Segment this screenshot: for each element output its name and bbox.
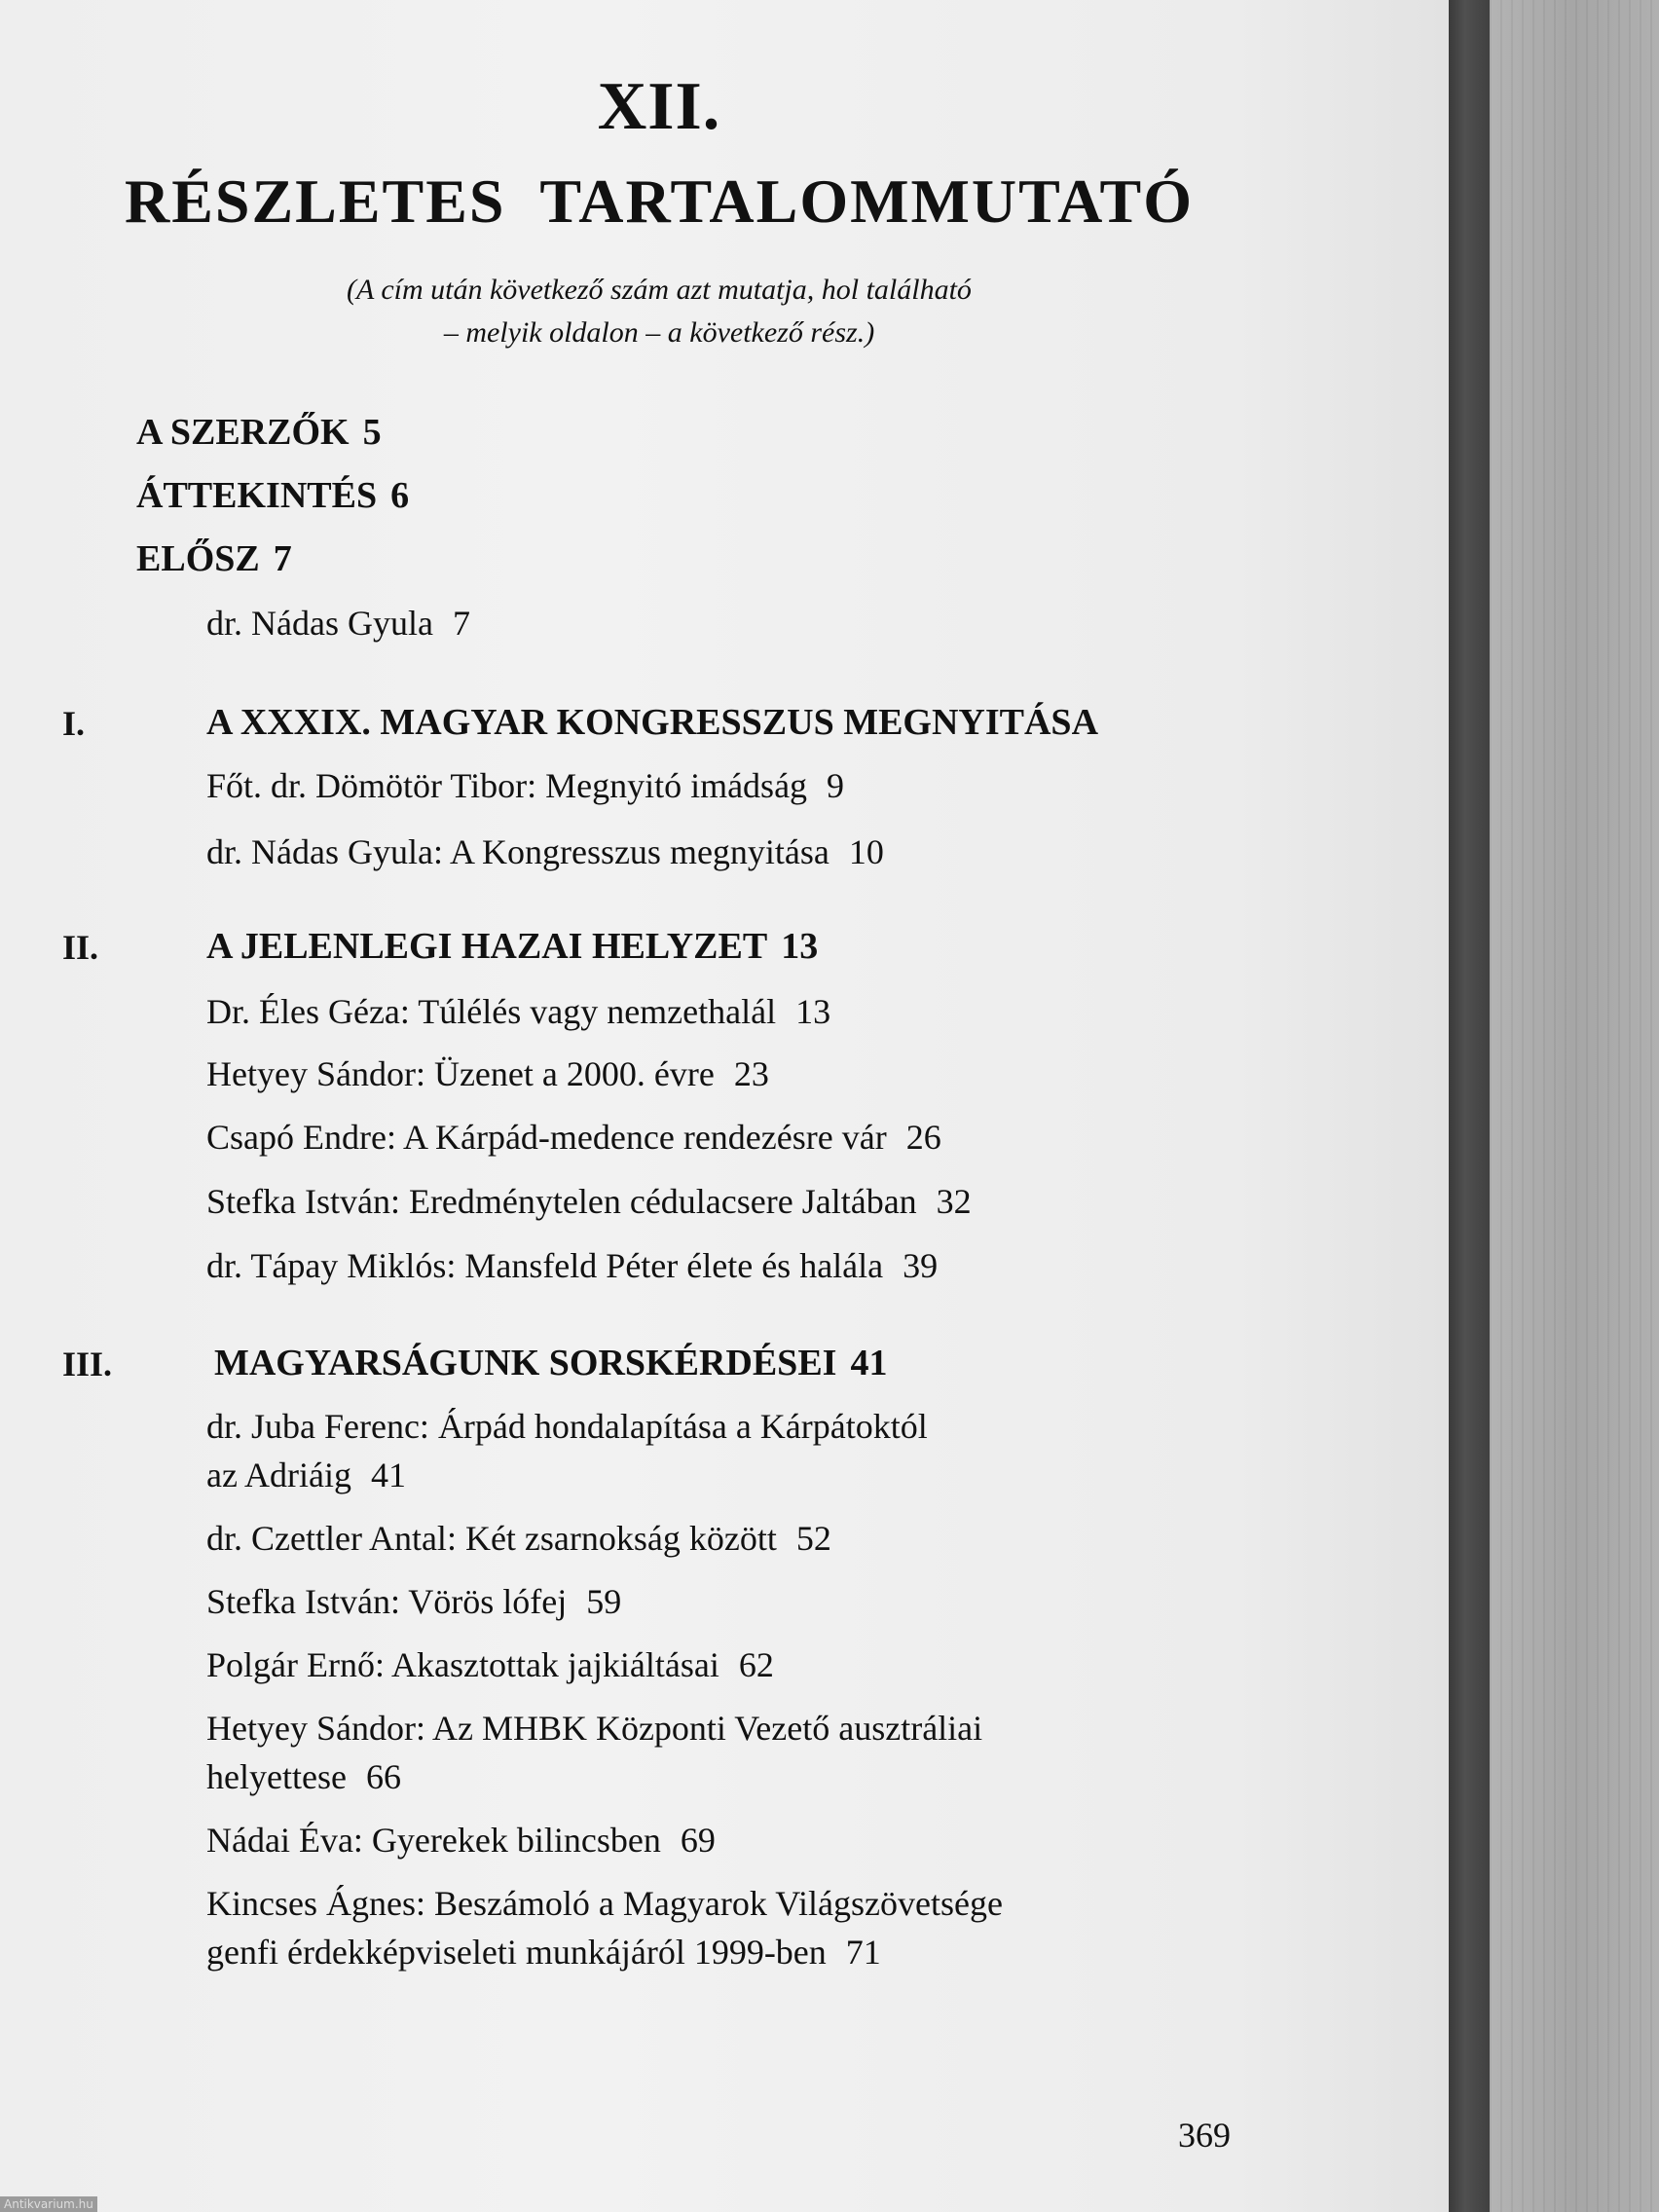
toc-page-number: 52: [795, 1519, 831, 1558]
page-title: RÉSZLETES TARTALOMMUTATÓ: [124, 166, 1195, 236]
toc-page-number: 6: [390, 475, 410, 516]
subtitle: [0, 269, 1318, 354]
section-page-number: 41: [850, 1343, 888, 1383]
toc-entry-text: dr. Nádas Gyula: A Kongresszus megnyitása: [206, 832, 830, 871]
toc-entry-text: Kincses Ágnes: Beszámoló a Magyarok Világszövetsége: [206, 1884, 1003, 1923]
toc-subentry: [206, 1641, 774, 1689]
toc-entry-text: Stefka István: Vörös lófej: [206, 1582, 568, 1621]
toc-subentry: [206, 1577, 621, 1626]
toc-page-number: 59: [586, 1582, 622, 1621]
toc-subentry: [206, 987, 830, 1036]
chapter-number: XII.: [597, 69, 721, 144]
toc-entry-text: dr. Tápay Miklós: Mansfeld Péter élete és halála: [206, 1246, 884, 1285]
toc-subentry: [206, 1704, 982, 1801]
section-title-text: A JELENLEGI HAZAI HELYZET: [206, 926, 768, 967]
toc-entry-preface: [136, 537, 292, 580]
section-title: [206, 925, 818, 968]
toc-page-number: 39: [903, 1246, 939, 1285]
page-number: 369: [1178, 2116, 1231, 2155]
toc-entry-authors: [136, 411, 382, 454]
toc-subentry: [206, 1241, 938, 1290]
toc-page-number: 9: [827, 766, 845, 805]
toc-page-number: 10: [848, 832, 884, 871]
toc-subentry: [206, 1177, 972, 1226]
page-edge-shadow: [1449, 0, 1490, 2212]
toc-subentry: [206, 828, 884, 876]
background-surface: [1490, 0, 1659, 2212]
toc-entry-label: A SZERZŐK: [136, 412, 350, 453]
toc-entry-text: Dr. Éles Géza: Túlélés vagy nemzethalál: [206, 992, 777, 1031]
toc-page-number: 7: [452, 604, 470, 643]
toc-entry-text: Polgár Ernő: Akasztottak jajkiáltásai: [206, 1645, 719, 1684]
toc-subentry: [206, 1113, 941, 1161]
toc-page-number: 7: [273, 538, 292, 579]
toc-entry-overview: [136, 474, 409, 517]
toc-entry-text-continued: genfi érdekképviseleti munkájáról 1999-ben: [206, 1933, 827, 1972]
watermark: Antikvarium.hu: [0, 2196, 97, 2212]
toc-page-number: 5: [362, 412, 382, 453]
toc-subentry: [206, 599, 470, 647]
toc-entry-text: dr. Juba Ferenc: Árpád hondalapítása a Kárpátoktól: [206, 1407, 928, 1446]
toc-page-number: 26: [905, 1118, 941, 1157]
toc-page-number: 66: [365, 1757, 401, 1796]
section-numeral: I.: [62, 704, 86, 743]
toc-entry-text: dr. Czettler Antal: Két zsarnokság között: [206, 1519, 777, 1558]
section-numeral: III.: [62, 1345, 113, 1383]
toc-entry-text: Csapó Endre: A Kárpád-medence rendezésre vár: [206, 1118, 887, 1157]
toc-entry-text: Hetyey Sándor: Az MHBK Központi Vezető ausztráliai: [206, 1709, 983, 1748]
section-title: [206, 701, 1098, 744]
toc-subentry: [206, 761, 844, 810]
toc-entry-text: Hetyey Sándor: Üzenet a 2000. évre: [206, 1054, 715, 1093]
toc-entry-text: Főt. dr. Dömötör Tibor: Megnyitó imádság: [206, 766, 808, 805]
toc-page-number: 32: [936, 1182, 972, 1221]
toc-entry-text: Nádai Éva: Gyerekek bilincsben: [206, 1821, 661, 1860]
section-title-text: A XXXIX. MAGYAR KONGRESSZUS MEGNYITÁSA: [206, 702, 1099, 743]
toc-page-number: 13: [795, 992, 831, 1031]
toc-entry-text-continued: helyettese: [206, 1757, 347, 1796]
toc-entry-text: Stefka István: Eredménytelen cédulacsere Jaltában: [206, 1182, 917, 1221]
toc-page-number: 62: [738, 1645, 774, 1684]
section-page-number: 13: [781, 926, 819, 967]
subtitle-line-1: (A cím után következő szám azt mutatja, hol található: [347, 274, 972, 306]
toc-page-number: 71: [845, 1933, 881, 1972]
toc-subentry: [206, 1514, 831, 1563]
section-title: [214, 1342, 887, 1384]
toc-page-number: 23: [733, 1054, 769, 1093]
section-title-text: MAGYARSÁGUNK SORSKÉRDÉSEI: [214, 1343, 837, 1383]
toc-subentry: [206, 1879, 1003, 1976]
toc-entry-text-continued: az Adriáig: [206, 1456, 351, 1494]
toc-entry-label: ÁTTEKINTÉS: [136, 475, 378, 516]
toc-entry-label: ELŐSZ: [136, 538, 260, 579]
subtitle-line-2: – melyik oldalon – a következő rész.): [443, 316, 875, 349]
toc-page-number: 69: [680, 1821, 716, 1860]
toc-subentry: [206, 1050, 769, 1098]
section-numeral: II.: [62, 928, 99, 967]
toc-subentry: [206, 1402, 928, 1499]
toc-subentry: [206, 1816, 716, 1864]
toc-page-number: 41: [370, 1456, 406, 1494]
toc-entry-text: dr. Nádas Gyula: [206, 604, 433, 643]
